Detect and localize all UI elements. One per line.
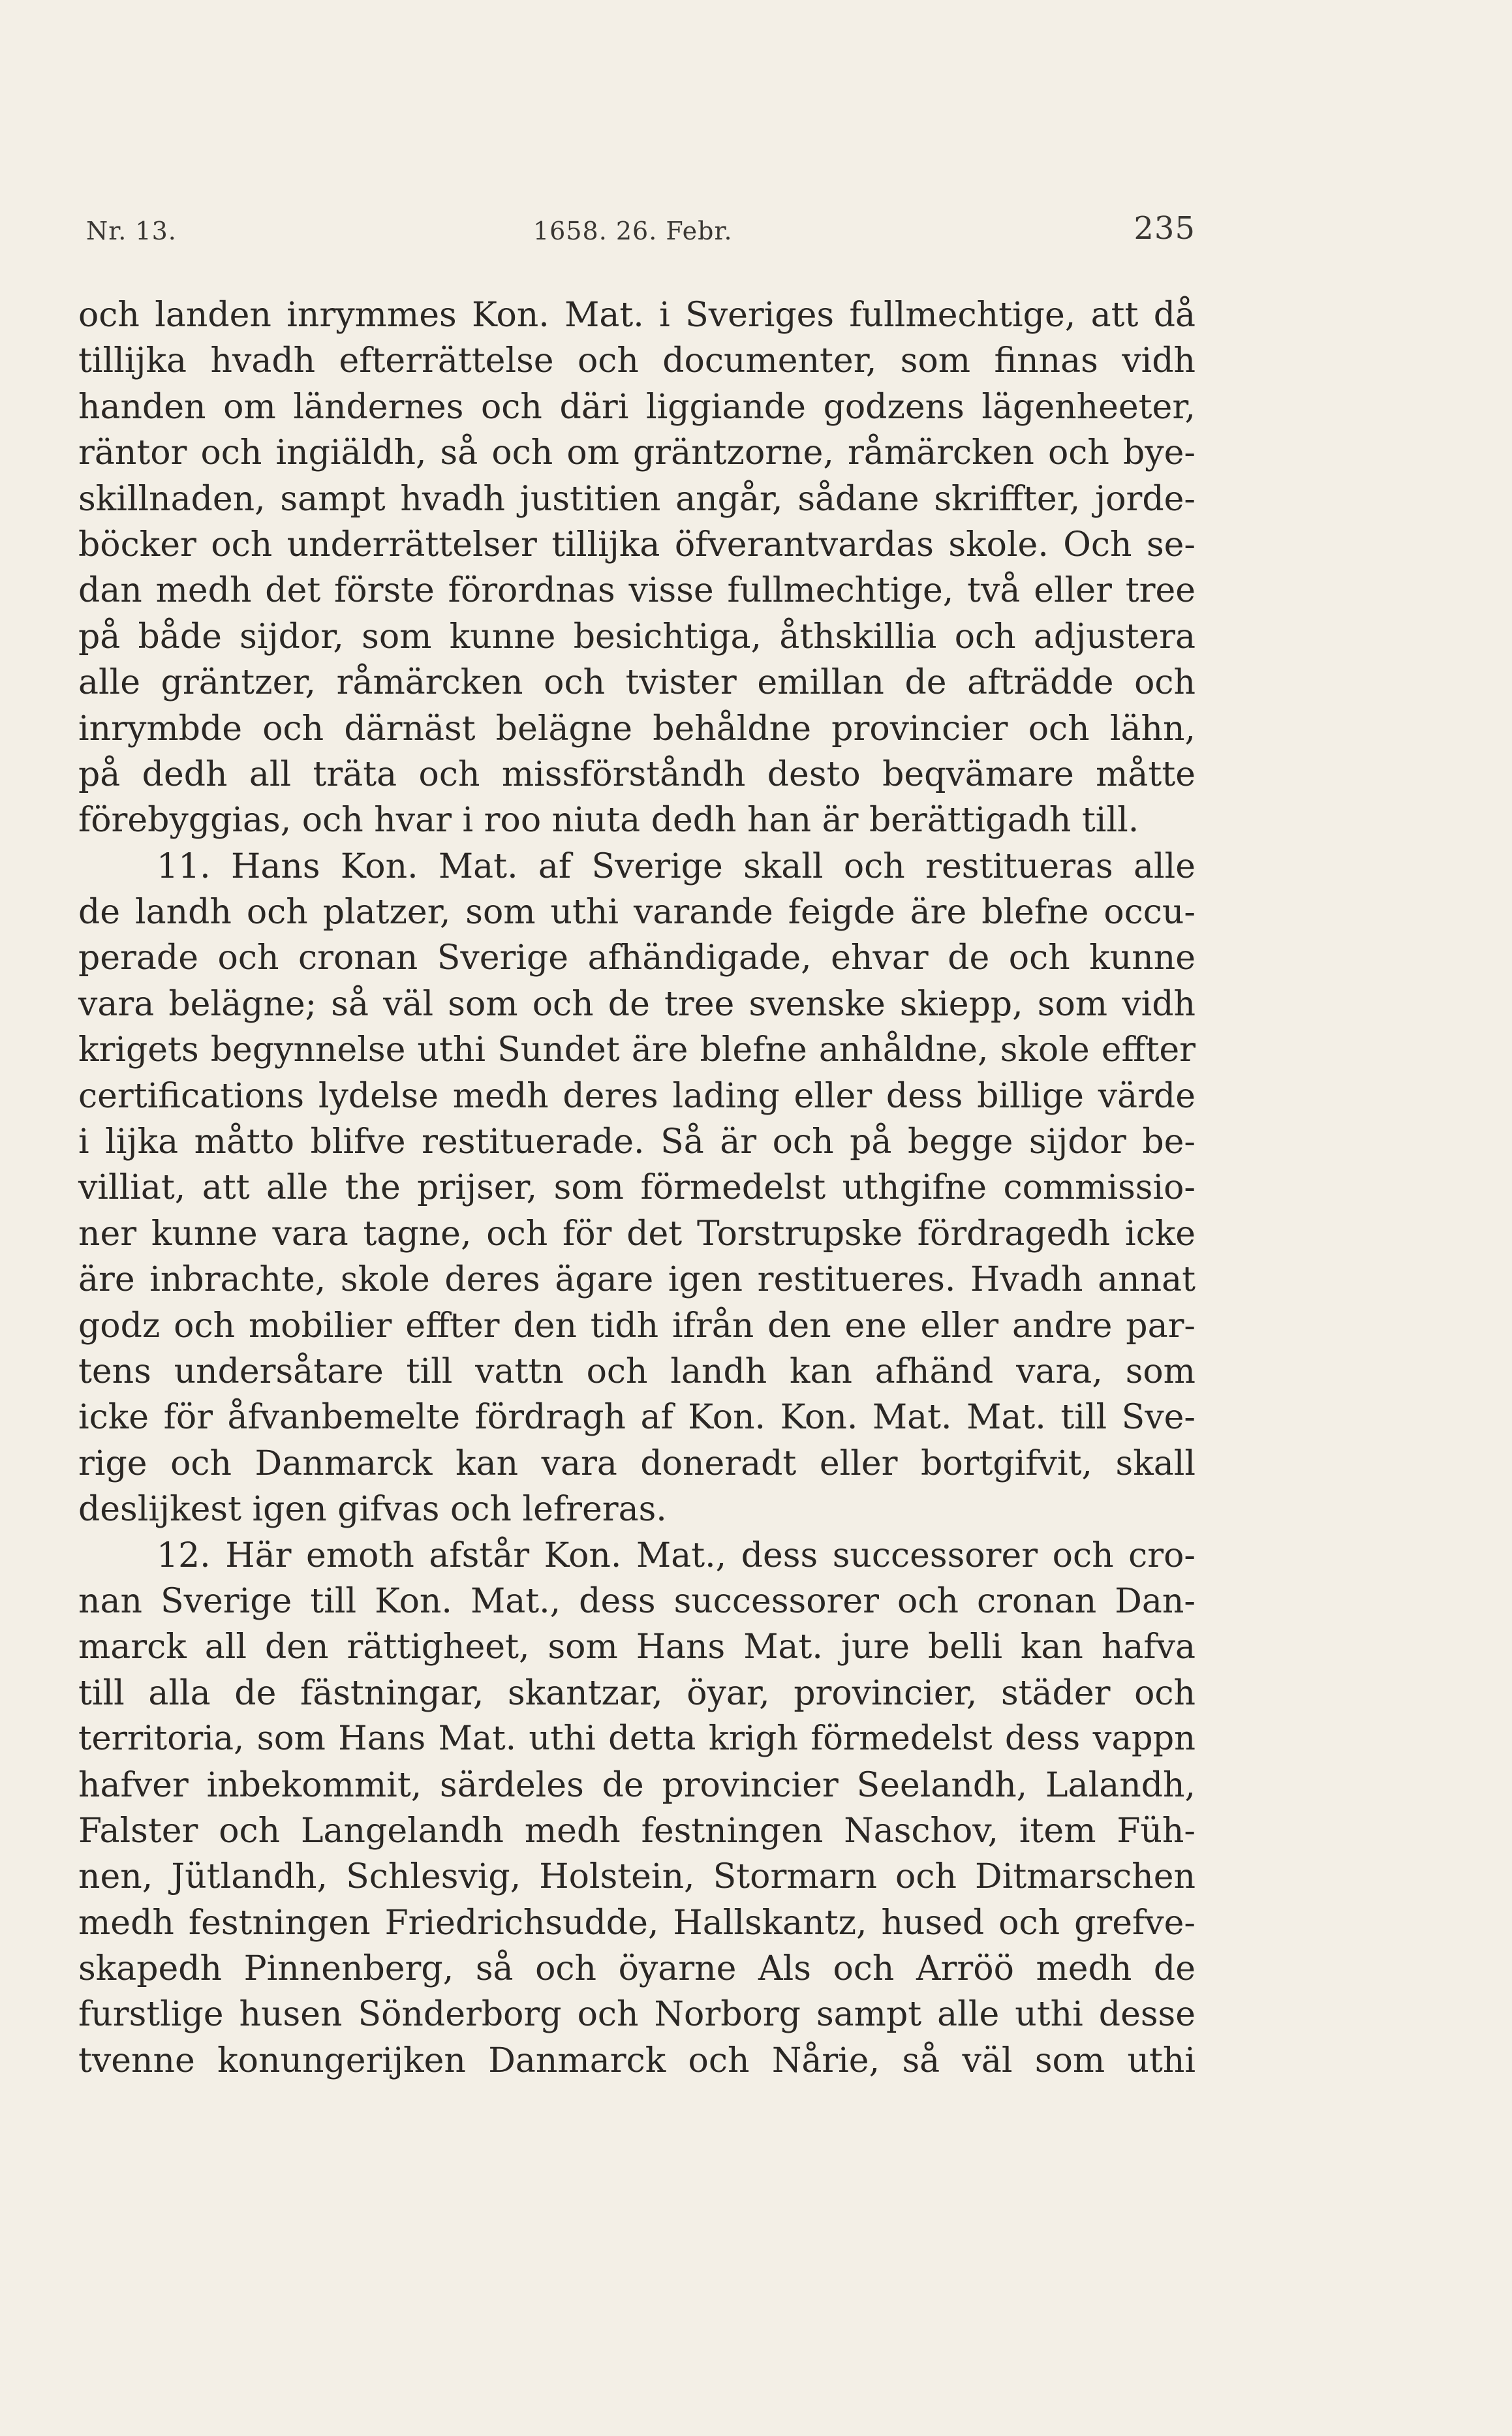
text-line: vara belägne; så väl som och de tree svenske skiepp, som vidh — [78, 984, 1196, 1024]
text-line: skillnaden, sampt hvadh justitien angår, sådane skriffter, jorde- — [78, 479, 1196, 519]
text-line: Falster och Langelandh medh festningen Naschov, item Füh- — [78, 1811, 1196, 1851]
text-line: 12. Här emoth afstår Kon. Mat., dess successorer och cro- — [157, 1535, 1196, 1575]
text-line: och landen inrymmes Kon. Mat. i Sveriges fullmechtige, att då — [78, 296, 1196, 335]
text-line: de landh och platzer, som uthi varande feigde äre blefne occu- — [78, 893, 1196, 933]
text-line: på dedh all träta och missförståndh desto beqvämare måtte — [78, 754, 1196, 794]
text-line: ner kunne vara tagne, och för det Torstrupske fördragedh icke — [78, 1214, 1196, 1254]
text-line: icke för åfvanbemelte fördragh af Kon. Kon. Mat. Mat. till Sve- — [78, 1398, 1196, 1438]
page-number: 235 — [1134, 210, 1196, 247]
text-line: rige och Danmarck kan vara doneradt eller bortgifvit, skall — [78, 1443, 1196, 1483]
text-line: deslijkest igen gifvas och lefreras. — [78, 1490, 667, 1530]
text-line: i lijka måtto blifve restituerade. Så är och på begge sijdor be- — [78, 1122, 1196, 1162]
text-line: skapedh Pinnenberg, så och öyarne Als och Arröö medh de — [78, 1949, 1196, 1989]
text-line: tvenne konungerijken Danmarck och Nårie, så väl som uthi — [78, 2041, 1196, 2080]
document-date: 1658. 26. Febr. — [533, 217, 733, 245]
text-line: villiat, att alle the prijser, som förmedelst uthgifne commissio- — [78, 1168, 1196, 1208]
text-line: böcker och underrättelser tillijka öfverantvardas skole. Och se- — [78, 525, 1196, 564]
document-number: Nr. 13. — [86, 217, 177, 245]
text-line: till alla de fästningar, skantzar, öyar, provincier, städer och — [78, 1673, 1196, 1713]
text-line: medh festningen Friedrichsudde, Hallskantz, hused och grefve- — [78, 1903, 1196, 1943]
text-line: tens undersåtare till vattn och landh kan afhänd vara, som — [78, 1351, 1196, 1391]
text-line: godz och mobilier effter den tidh ifrån den ene eller andre par- — [78, 1306, 1196, 1346]
text-line: hafver inbekommit, särdeles de provincier Seelandh, Lalandh, — [78, 1765, 1196, 1805]
text-line: på både sijdor, som kunne besichtiga, åthskillia och adjustera — [78, 617, 1196, 656]
text-line: certifications lydelse medh deres lading eller dess billige värde — [78, 1076, 1196, 1116]
text-line: furstlige husen Sönderborg och Norborg sampt alle uthi desse — [78, 1995, 1196, 2035]
text-line: äre inbrachte, skole deres ägare igen restitueres. Hvadh annat — [78, 1260, 1196, 1300]
text-line: marck all den rättigheet, som Hans Mat. jure belli kan hafva — [78, 1627, 1196, 1667]
text-line: territoria, som Hans Mat. uthi detta krigh förmedelst dess vappn — [78, 1719, 1196, 1759]
text-line: förebyggias, och hvar i roo niuta dedh han är berättigadh till. — [78, 801, 1139, 840]
text-line: krigets begynnelse uthi Sundet äre blefne anhåldne, skole effter — [78, 1030, 1196, 1070]
text-line: handen om ländernes och däri liggiande godzens lägenheeter, — [78, 387, 1196, 427]
text-line: tillijka hvadh efterrättelse och documenter, som finnas vidh — [78, 341, 1196, 381]
text-line: alle gräntzer, råmärcken och tvister emillan de afträdde och — [78, 663, 1196, 703]
text-line: inrymbde och därnäst belägne behåldne provincier och lähn, — [78, 709, 1196, 748]
body-text — [78, 292, 1196, 2084]
text-line: 11. Hans Kon. Mat. af Sverige skall och restitueras alle — [157, 846, 1196, 886]
text-line: nen, Jütlandh, Schlesvig, Holstein, Stormarn och Ditmarschen — [78, 1857, 1196, 1897]
text-line: perade och cronan Sverige afhändigade, ehvar de och kunne — [78, 938, 1196, 978]
text-line: räntor och ingiäldh, så och om gräntzorne, råmärcken och bye- — [78, 433, 1196, 473]
running-head — [86, 210, 1196, 249]
text-line: nan Sverige till Kon. Mat., dess successorer och cronan Dan- — [78, 1581, 1196, 1621]
text-line: dan medh det förste förordnas visse fullmechtige, två eller tree — [78, 571, 1196, 611]
